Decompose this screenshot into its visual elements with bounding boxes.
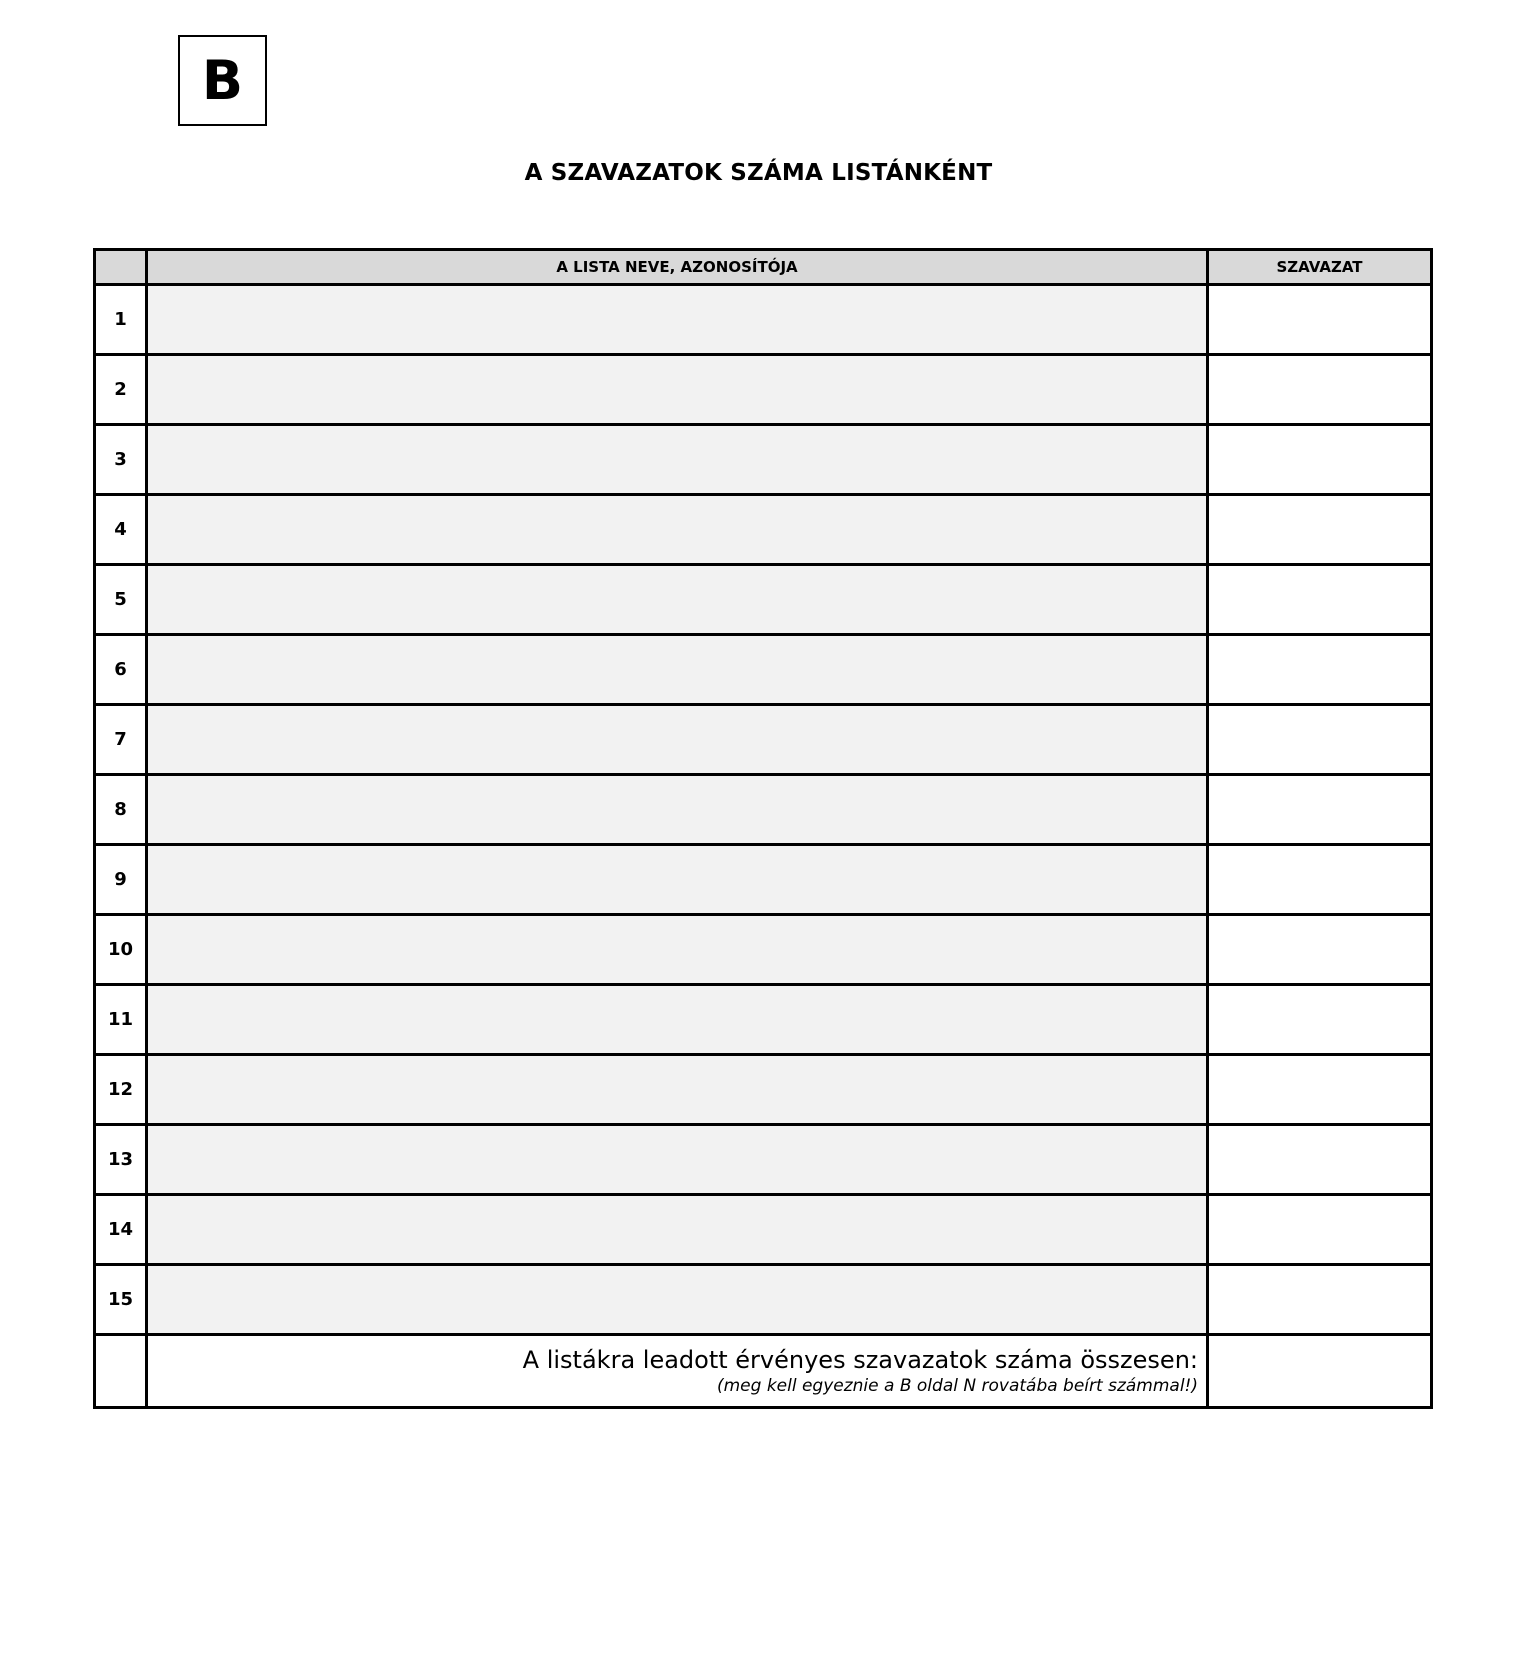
table-row (95, 915, 1432, 985)
votes-field[interactable] (1208, 775, 1432, 845)
votes-field[interactable] (1208, 915, 1432, 985)
votes-field[interactable] (1208, 635, 1432, 705)
header-number (95, 250, 147, 285)
votes-field[interactable] (1208, 1265, 1432, 1335)
header-votes: SZAVAZAT (1208, 250, 1432, 285)
list-name-field[interactable] (147, 425, 1208, 495)
row-number: 11 (95, 985, 147, 1055)
table-row (95, 425, 1432, 495)
row-number: 4 (95, 495, 147, 565)
list-name-field[interactable] (147, 285, 1208, 355)
row-number: 3 (95, 425, 147, 495)
total-row (95, 1335, 1432, 1408)
votes-field[interactable] (1208, 845, 1432, 915)
list-name-field[interactable] (147, 1265, 1208, 1335)
row-number: 2 (95, 355, 147, 425)
table-row (95, 1195, 1432, 1265)
total-votes-field[interactable] (1208, 1335, 1432, 1408)
vote-table (93, 248, 1433, 1409)
votes-field[interactable] (1208, 985, 1432, 1055)
row-number: 10 (95, 915, 147, 985)
votes-field[interactable] (1208, 425, 1432, 495)
row-number: 5 (95, 565, 147, 635)
votes-field[interactable] (1208, 1195, 1432, 1265)
votes-field[interactable] (1208, 355, 1432, 425)
table-row (95, 775, 1432, 845)
list-name-field[interactable] (147, 495, 1208, 565)
list-name-field[interactable] (147, 845, 1208, 915)
row-number: 14 (95, 1195, 147, 1265)
table-row (95, 1055, 1432, 1125)
list-name-field[interactable] (147, 635, 1208, 705)
page-letter: B (201, 48, 244, 112)
table-row (95, 1265, 1432, 1335)
row-number: 15 (95, 1265, 147, 1335)
list-name-field[interactable] (147, 1055, 1208, 1125)
table-row (95, 285, 1432, 355)
header-list-name: A LISTA NEVE, AZONOSÍTÓJA (147, 250, 1208, 285)
votes-field[interactable] (1208, 705, 1432, 775)
table-row (95, 495, 1432, 565)
votes-field[interactable] (1208, 565, 1432, 635)
row-number: 8 (95, 775, 147, 845)
total-label-cell (147, 1335, 1208, 1408)
votes-field[interactable] (1208, 1055, 1432, 1125)
row-number: 9 (95, 845, 147, 915)
list-name-field[interactable] (147, 775, 1208, 845)
table-row (95, 845, 1432, 915)
votes-field[interactable] (1208, 1125, 1432, 1195)
list-name-field[interactable] (147, 705, 1208, 775)
table-row (95, 1125, 1432, 1195)
list-name-field[interactable] (147, 355, 1208, 425)
table-row (95, 985, 1432, 1055)
table-row (95, 635, 1432, 705)
row-number: 13 (95, 1125, 147, 1195)
list-name-field[interactable] (147, 915, 1208, 985)
list-name-field[interactable] (147, 985, 1208, 1055)
list-name-field[interactable] (147, 565, 1208, 635)
list-name-field[interactable] (147, 1125, 1208, 1195)
row-number: 1 (95, 285, 147, 355)
total-number-cell (95, 1335, 147, 1408)
votes-field[interactable] (1208, 495, 1432, 565)
votes-field[interactable] (1208, 285, 1432, 355)
table-row (95, 565, 1432, 635)
total-label: A listákra leadott érvényes szavazatok száma összesen: (522, 1346, 1198, 1374)
row-number: 12 (95, 1055, 147, 1125)
page-title: A SZAVAZATOK SZÁMA LISTÁNKÉNT (524, 160, 993, 186)
row-number: 7 (95, 705, 147, 775)
page-letter-box (178, 35, 267, 126)
row-number: 6 (95, 635, 147, 705)
total-note: (meg kell egyeznie a B oldal N rovatába beírt számmal!) (716, 1376, 1198, 1396)
table-header-row (95, 250, 1432, 285)
list-name-field[interactable] (147, 1195, 1208, 1265)
table-row (95, 355, 1432, 425)
table-row (95, 705, 1432, 775)
